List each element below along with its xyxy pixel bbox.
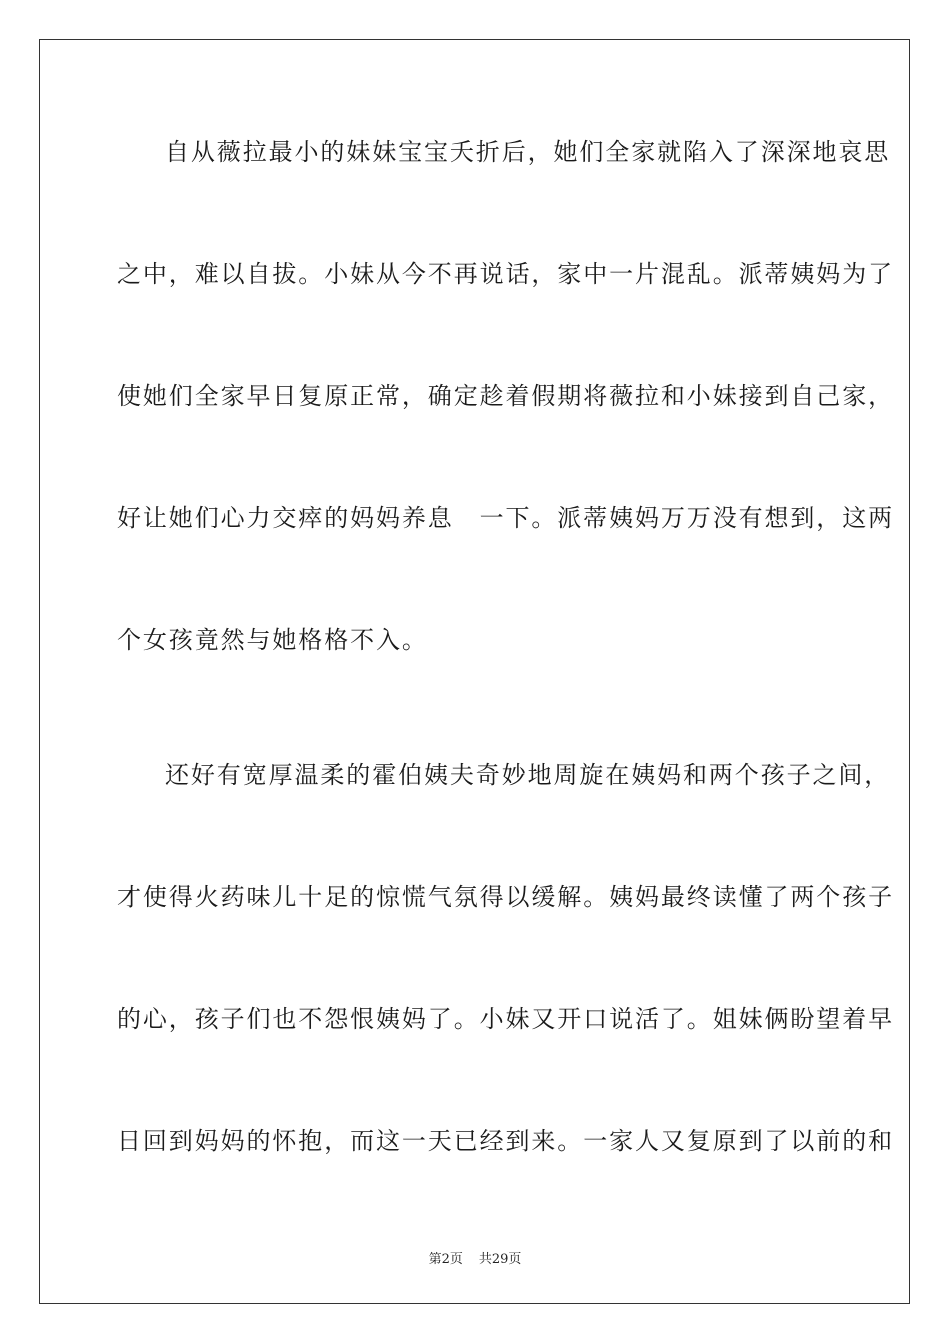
page-border (39, 39, 910, 1304)
text-line: 个女孩竟然与她格格不入。 (117, 626, 428, 654)
text-line: 日回到妈妈的怀抱，而这一天已经到来。一家人又复原到了以前的和 (117, 1127, 894, 1155)
text-line: 自从薇拉最小的妹妹宝宝夭折后，她们全家就陷入了深深地哀思 (165, 138, 891, 166)
text-line: 好让她们心力交瘁的妈妈养息 一下。派蒂姨妈万万没有想到，这两 (117, 504, 894, 532)
text-line: 才使得火药味儿十足的惊慌气氛得以缓解。姨妈最终读懂了两个孩子 (117, 883, 894, 911)
page-footer (0, 1248, 950, 1267)
text-line: 使她们全家早日复原正常，确定趁着假期将薇拉和小妹接到自己家， (117, 382, 894, 410)
page-number: 第2页 (428, 1252, 463, 1267)
text-line: 之中，难以自拔。小妹从今不再说话，家中一片混乱。派蒂姨妈为了 (117, 260, 894, 288)
page-total: 共29页 (478, 1252, 522, 1267)
text-line: 的心，孩子们也不怨恨姨妈了。小妹又开口说活了。姐妹俩盼望着早 (117, 1005, 894, 1033)
text-line: 还好有宽厚温柔的霍伯姨夫奇妙地周旋在姨妈和两个孩子之间， (165, 761, 891, 789)
